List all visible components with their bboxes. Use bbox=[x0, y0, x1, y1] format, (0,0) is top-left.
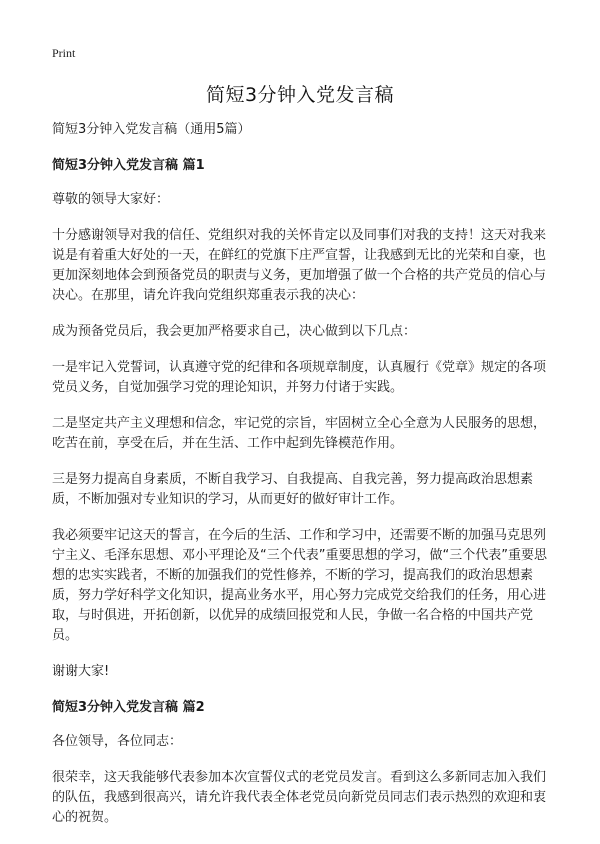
section-heading: 简短3分钟入党发言稿 篇1 bbox=[52, 158, 205, 173]
paragraph: 尊敬的领导大家好： bbox=[52, 192, 170, 207]
paragraph: 各位领导，各位同志： bbox=[52, 734, 183, 749]
paragraph: 一是牢记入党誓词，认真遵守党的纪律和各项规章制度，认真履行《党章》规定的各项党员义务，自觉加强学习党的理论知识，并努力付诸于实践。 bbox=[52, 360, 547, 395]
paragraph: 成为预备党员后，我会更加严格要求自己，决心做到以下几点： bbox=[52, 324, 417, 339]
document-subtitle: 简短3分钟入党发言稿（通用5篇） bbox=[52, 122, 251, 137]
section-heading: 简短3分钟入党发言稿 篇2 bbox=[52, 700, 205, 715]
paragraph: 十分感谢领导对我的信任、党组织对我的关怀肯定以及同事们对我的支持！这天对我来说是有着重大好处的一天，在鲜红的党旗下庄严宣誓，让我感到无比的光荣和自豪，也更加深刻地体会到预备党员的职责与义务，更加增强了做一个合格的共产党员的信心与决心。在那里，请允许我向党组织郑重表示我的决心： bbox=[52, 228, 547, 303]
paragraph: 二是坚定共产主义理想和信念，牢记党的宗旨，牢固树立全心全意为人民服务的思想，吃苦在前，享受在后，并在生活、工作中起到先锋模范作用。 bbox=[52, 416, 547, 451]
document-body bbox=[52, 120, 552, 844]
page-title: 简短3分钟入党发言稿 bbox=[205, 84, 395, 106]
paragraph: 三是努力提高自身素质，不断自我学习、自我提高、自我完善，努力提高政治思想素质，不断加强对专业知识的学习，从而更好的做好审计工作。 bbox=[52, 472, 534, 507]
paragraph: 谢谢大家! bbox=[52, 664, 110, 679]
paragraph: 我必须要牢记这天的誓言，在今后的生活、工作和学习中，还需要不断的加强马克思列宁主义、毛泽东思想、邓小平理论及“三个代表”重要思想的学习，做“三个代表”重要思想的忠实实践者，不断的加强我们的党性修养，不断的学习，提高我们的政治思想素质，努力学好科学文化知识，提高业务水平，用心努力完成党交给我们的任务，用心进取，与时俱进，开拓创新，以优异的成绩回报党和人民，争做一名合格的中国共产党员。 bbox=[52, 528, 547, 643]
print-label[interactable]: Print bbox=[52, 46, 76, 60]
paragraph: 很荣幸，这天我能够代表参加本次宣誓仪式的老党员发言。看到这么多新同志加入我们的队伍，我感到很高兴，请允许我代表全体老党员向新党员同志们表示热烈的欢迎和衷心的祝贺。 bbox=[52, 770, 547, 825]
